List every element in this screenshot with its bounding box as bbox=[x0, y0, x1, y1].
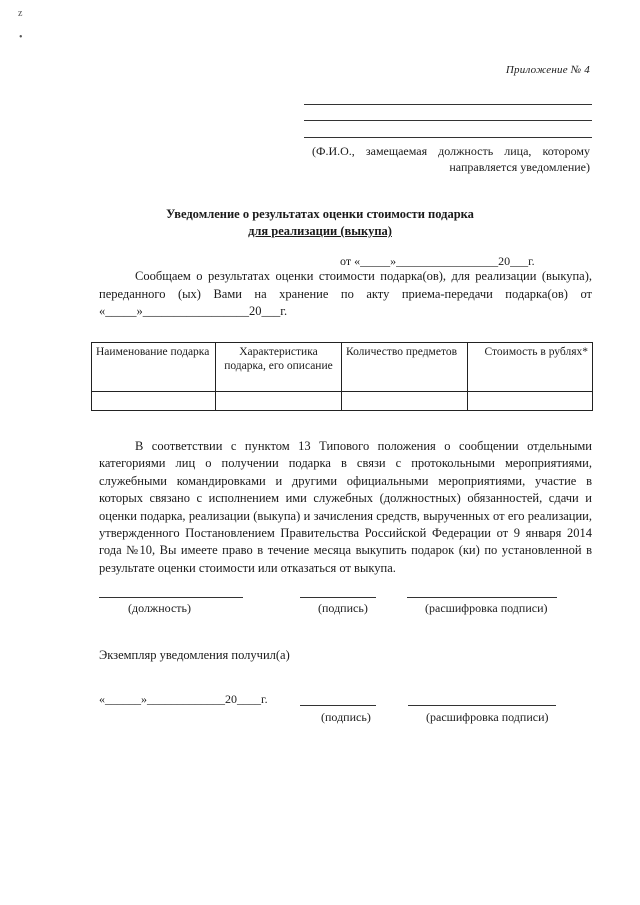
cell-description[interactable] bbox=[215, 392, 341, 411]
decoding-line-2[interactable] bbox=[408, 705, 556, 706]
cell-quantity[interactable] bbox=[341, 392, 467, 411]
signature-label-2: (подпись) bbox=[321, 710, 371, 724]
col-header-description: Характеристика подарка, его описание bbox=[215, 343, 341, 392]
decoding-label-2: (расшифровка подписи) bbox=[426, 710, 549, 724]
decoding-label-1: (расшифровка подписи) bbox=[425, 601, 548, 615]
appendix-label: Приложение № 4 bbox=[505, 64, 590, 76]
col-header-cost: Стоимость в рублях* bbox=[467, 343, 592, 392]
recipient-note: (Ф.И.О., замещаемая должность лица, которому направляется уведомление) bbox=[312, 144, 590, 174]
margin-mark-second: • bbox=[19, 32, 23, 43]
position-label: (должность) bbox=[128, 601, 191, 615]
signature-line-2[interactable] bbox=[300, 705, 376, 706]
received-label: Экземпляр уведомления получил(а) bbox=[99, 648, 290, 662]
gift-valuation-table bbox=[91, 342, 593, 411]
title-line-1: Уведомление о результатах оценки стоимости подарка bbox=[166, 207, 474, 221]
signature-line-1[interactable] bbox=[300, 597, 376, 598]
legal-paragraph-text: В соответствии с пунктом 13 Типового положения о сообщении отдельными категориями лиц о получении подарка в связи с протокольными мероприятиями, служебными командировками и другими официальными мероприятиями, участие в которых связано с исполнением ими служебных (должностных) обязанностей, сдачи и оценки подарка, реализации (выкупа) и зачисления средств, вырученных от его реализации, утвержденного Постановлением Правительства Российской Федерации от 9 января 2014 года №10, Вы имеете право в течение месяца выкупить подарок (ки) по установленной в результате оценки стоимости или отказаться от выкупа. bbox=[99, 439, 592, 575]
table-row bbox=[92, 392, 593, 411]
notice-date-line[interactable]: от «_____»_________________20___г. bbox=[340, 254, 535, 268]
recipient-line-2[interactable] bbox=[304, 120, 592, 121]
legal-paragraph bbox=[99, 438, 592, 577]
cell-cost[interactable] bbox=[467, 392, 592, 411]
recipient-line-1[interactable] bbox=[304, 104, 592, 105]
position-line[interactable] bbox=[99, 597, 243, 598]
received-date-line[interactable]: «______»_____________20____г. bbox=[99, 692, 268, 706]
intro-paragraph-text: Сообщаем о результатах оценки стоимости подарка(ов), для реализации (выкупа), переданного (ых) Вами на хранение по акту приема-передачи подарка(ов) от «_____»_________________20___г. bbox=[99, 269, 592, 318]
col-header-gift-name: Наименование подарка bbox=[92, 343, 216, 392]
cell-gift-name[interactable] bbox=[92, 392, 216, 411]
decoding-line-1[interactable] bbox=[407, 597, 557, 598]
document-title bbox=[0, 206, 640, 240]
recipient-line-3[interactable] bbox=[304, 137, 592, 138]
intro-paragraph bbox=[99, 268, 592, 321]
title-line-2: для реализации (выкупа) bbox=[248, 224, 392, 238]
col-header-quantity: Количество предметов bbox=[341, 343, 467, 392]
margin-mark-top: z bbox=[18, 8, 23, 19]
signature-label-1: (подпись) bbox=[318, 601, 368, 615]
